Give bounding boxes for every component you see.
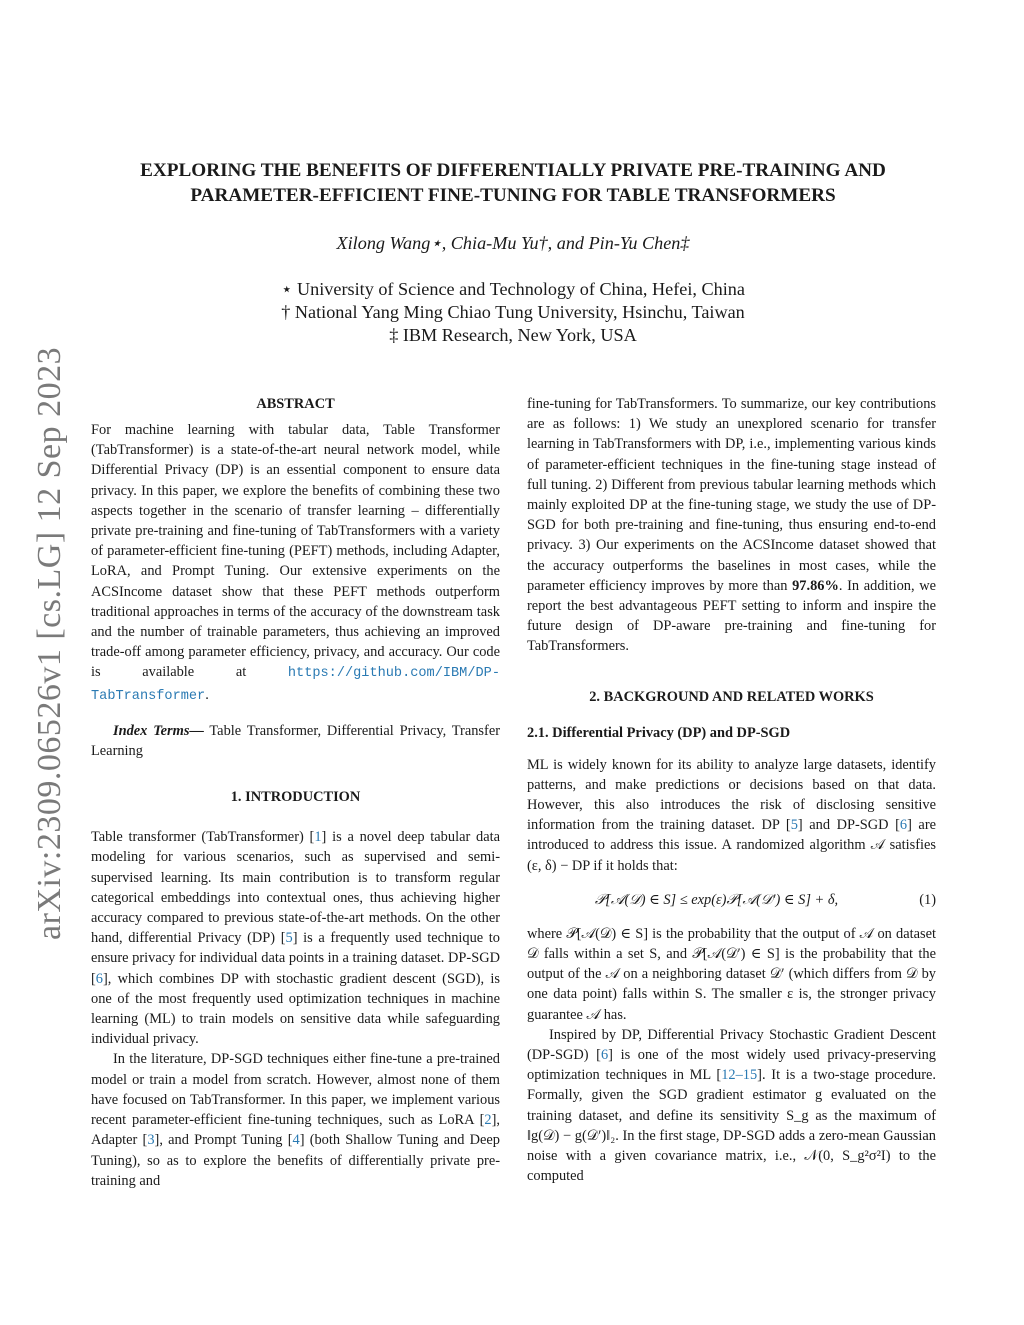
right-column (527, 394, 936, 1187)
equation-1 (527, 890, 936, 910)
efficiency-figure: 97.86% (792, 577, 839, 594)
code-link[interactable]: https://github.com/IBM/DP-TabTransformer (91, 666, 500, 704)
citation[interactable]: 2 (484, 1112, 492, 1129)
title-line-1: EXPLORING THE BENEFITS OF DIFFERENTIALLY PRIVATE PRE-TRAINING AND (140, 160, 886, 181)
subsection-2-1-heading: 2.1. Differential Privacy (DP) and DP-SGD (527, 724, 791, 741)
contributions-paragraph: fine-tuning for TabTransformers. To summarize, our key contributions are as follows: 1) We study an unexplored scenario for transfer learning in TabTransformers with DP, i.e., implementing various kinds of parameter-efficient techniques in the fine-tuning stage instead of full tuning. 2) Different from previous tabular learning methods which mainly exploited DP at the fine-tuning stage, we study the use of DP-SGD for both pre-training and fine-tuning, thus ensuring end-to-end privacy. 3) Our experiments on the ACSIncome dataset showed that the accuracy outperforms the baselines in most cases, while the parameter efficiency improves by more than 97.86%. In addition, we report the best advantageous PEFT setting to inform and inspire the future design of DP-aware pre-training and fine-tuning for TabTransformers. (527, 396, 937, 655)
equation-number: (1) (919, 891, 936, 908)
dp-paragraph: ML is widely known for its ability to analyze large datasets, identify patterns, and make predictions or decisions based on that data. However, this also introduces the risk of disclosing sensitive information from the training dataset. DP [5] and DP-SGD [6] are introduced to address this issue. A randomized algorithm 𝒜 satisfies (ε, δ) − DP if it holds that: (527, 756, 936, 874)
dpsgd-paragraph: Inspired by DP, Differential Privacy Stochastic Gradient Descent (DP-SGD) [6] is one of the most widely used privacy-preserving optimization techniques in ML [12–15]. It is a two-stage procedure. Formally, given the SGD gradient estimator g evaluated on the training dataset, and define its sensitivity S_g as the maximum of ‖g(𝒟) − g(𝒟′)‖₂. In the first stage, DP-SGD adds a zero-mean Gaussian noise with a given covariance matrix, i.e., 𝒩(0, S_g²σ²I) to the computed (527, 1026, 937, 1185)
paper-title (90, 158, 936, 208)
affiliation-3: ‡ IBM Research, New York, USA (389, 325, 637, 345)
affiliation-2: † National Yang Ming Chiao Tung University, Hsinchu, Taiwan (281, 302, 745, 322)
affiliation-1: ⋆ University of Science and Technology of China, Hefei, China (281, 279, 745, 299)
index-terms-label: Index Terms— (113, 722, 204, 739)
abstract-text: For machine learning with tabular data, Table Transformer (TabTransformer) is a state-of-the-art neural network model, while Differential Privacy (DP) is an essential component to ensure data privacy. In this paper, we explore the benefits of combining these two aspects together in the scenario of transfer learning – differentially private pre-training and fine-tuning of TabTransformers with a variety of parameter-efficient fine-tuning (PEFT) methods, including Adapter, LoRA, and Prompt Tuning. Our extensive experiments on the ACSIncome dataset show that these PEFT methods outperform traditional approaches in terms of the accuracy of the downstream task and the number of trainable parameters, thus achieving an improved trade-off among parameter efficiency, privacy, and accuracy. Our code is available at https://github.com/IBM/DP-TabTransformer. (91, 422, 500, 704)
citation[interactable]: 1 (314, 829, 322, 846)
intro-heading: 1. INTRODUCTION (230, 789, 361, 806)
citation[interactable]: 5 (790, 817, 798, 834)
definition-paragraph: where 𝒫[𝒜(𝒟) ∈ S] is the probability that the output of 𝒜 on dataset 𝒟 falls within a set S, and 𝒫[𝒜(𝒟′) ∈ S] is the probability that the output of the 𝒜 on a neighboring dataset 𝒟′ (which differs from 𝒟 by one data point) falls within S. The smaller ε is, the stronger privacy guarantee 𝒜 has. (527, 925, 936, 1023)
intro-paragraph-1: Table transformer (TabTransformer) [1] is a novel deep tabular data modeling for various scenarios, such as supervised and semi-supervised learning. Its main contribution is to transform regular categorical embeddings into contextual ones, thus achieving higher accuracy compared to previous state-of-the-art methods. On the other hand, differential Privacy (DP) [5] is a frequently used technique to ensure privacy for individual data points in a training dataset. DP-SGD [6], which combines DP with stochastic gradient descent (SGD), is one of the most frequently used optimization techniques in machine learning (ML) to train models on sensitive data while safeguarding individual privacy. (91, 829, 500, 1048)
equation-body: 𝒫[𝒜(𝒟) ∈ S] ≤ exp(ε)𝒫[𝒜(𝒟′) ∈ S] + δ, (594, 891, 839, 908)
arxiv-identifier: arXiv:2309.06526v1 [cs.LG] 12 Sep 2023 (31, 346, 68, 940)
index-terms: Index Terms— Table Transformer, Differential Privacy, Transfer Learning (91, 722, 501, 760)
title-line-2: PARAMETER-EFFICIENT FINE-TUNING FOR TABLE TRANSFORMERS (190, 185, 836, 206)
citation[interactable]: 6 (95, 970, 103, 987)
left-column (91, 394, 500, 1191)
citation[interactable]: 3 (147, 1132, 155, 1149)
citation[interactable]: 6 (899, 817, 908, 834)
section-2-heading: 2. BACKGROUND AND RELATED WORKS (589, 688, 874, 705)
authors: Xilong Wang⋆, Chia-Mu Yu†, and Pin-Yu Chen‡ (336, 233, 690, 253)
abstract-heading: ABSTRACT (256, 396, 335, 412)
intro-paragraph-2: In the literature, DP-SGD techniques either fine-tune a pre-trained model or train a model from scratch. However, almost none of them have focused on TabTransformer. In this paper, we implement various recent parameter-efficient fine-tuning techniques, such as LoRA [2], Adapter [3], and Prompt Tuning [4] (both Shallow Tuning and Deep Tuning), so as to explore the benefits of differentially private pre-training and (91, 1051, 500, 1189)
citation[interactable]: 12–15 (721, 1067, 758, 1084)
citation[interactable]: 4 (292, 1132, 300, 1149)
citation[interactable]: 5 (285, 930, 293, 947)
affiliations (90, 278, 936, 347)
citation[interactable]: 6 (600, 1047, 609, 1064)
